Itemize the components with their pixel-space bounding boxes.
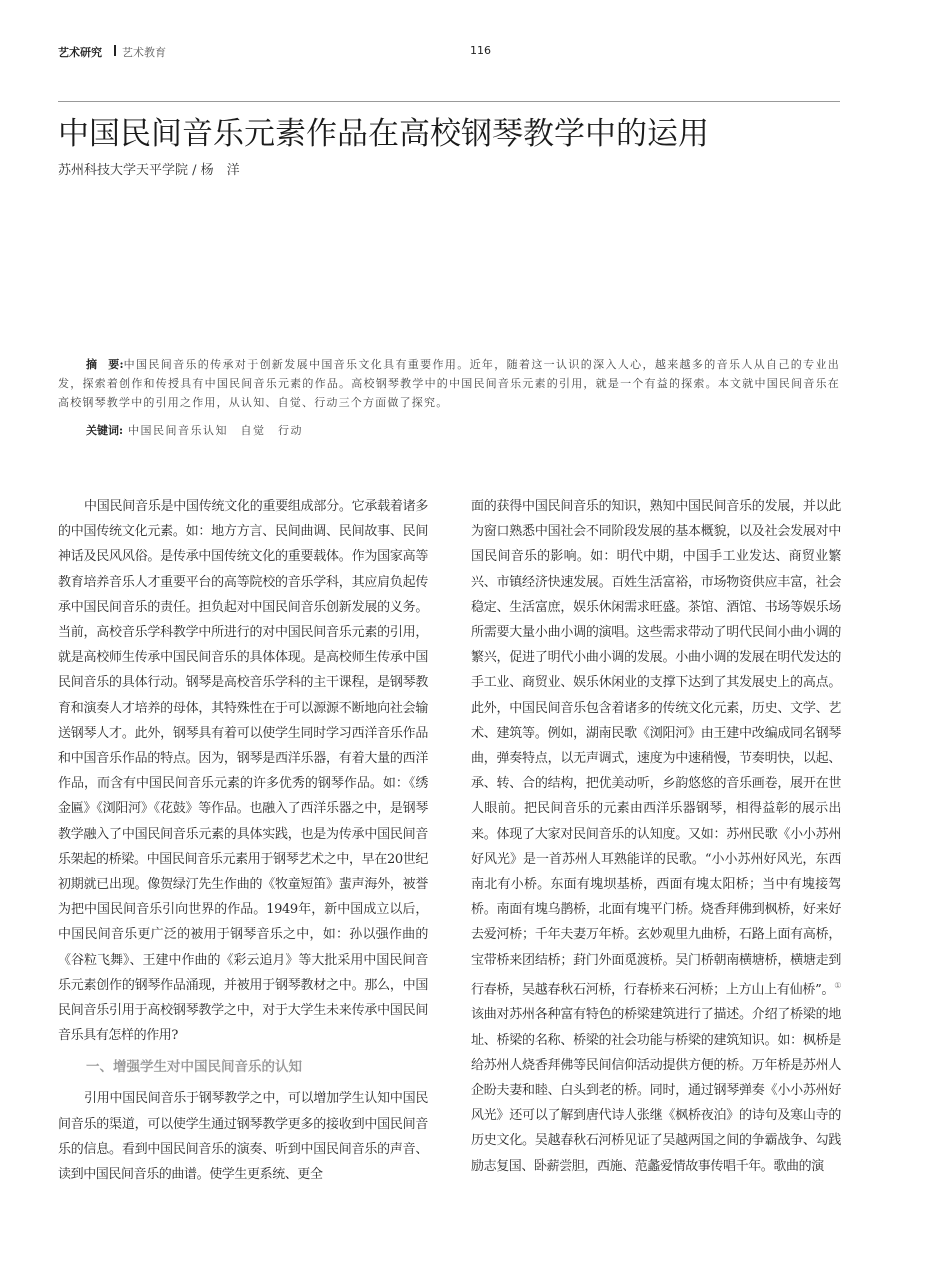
keywords — [86, 421, 846, 440]
body-paragraph: 中国民间音乐是中国传统文化的重要组成部分。它承载着诸多的中国传统文化元素。如：地方方言、民间曲调、民间故事、民间神话及民风风俗。是传承中国传统文化的重要载体。作为国家高等教育培养音乐人才重要平台的高等院校的音乐学科，其应肩负起传承中国民间音乐的责任。担负起对中国民间音乐创新发展的义务。当前，高校音乐学科教学中所进行的对中国民间音乐元素的引用，就是高校师生传承中国民间音乐的具体体现。是高校师生传承中国民间音乐的具体行动。钢琴是高校音乐学科的主干课程，是钢琴教育和演奏人才培养的母体，其特殊性在于可以源源不断地向社会输送钢琴人才。此外，钢琴具有着可以使学生同时学习西洋音乐作品和中国音乐作品的特点。因为，钢琴是西洋乐器，有着大量的西洋作品，而含有中国民间音乐元素的许多优秀的钢琴作品。如：《绣金匾》《浏阳河》《花鼓》等作品。也融入了西洋乐器之中，是钢琴教学融入了中国民间音乐元素的具体实践，也是为传承中国民间音乐架起的桥梁。中国民间音乐元素用于钢琴艺术之中，早在20世纪初期就已出现。像贺绿汀先生作曲的《牧童短笛》蜚声海外，被誉为把中国民间音乐引向世界的作品。1949年，新中国成立以后，中国民间音乐更广泛的被用于钢琴音乐之中，如：孙以强作曲的《谷粒飞舞》、王建中作曲的《彩云追月》等大批采用中国民间音乐元素创作的钢琴作品涌现，并被用于钢琴教材之中。那么，中国民间音乐引用于高校钢琴教学之中，对于大学生未来传承中国民间音乐具有怎样的作用? — [58, 499, 428, 1044]
abstract-label: 摘 要: — [86, 358, 124, 371]
body-column-left — [58, 494, 428, 1187]
body-column-right — [471, 494, 841, 1179]
keywords-text: 中国民间音乐认知 自觉 行动 — [128, 424, 304, 437]
body-text: 该曲对苏州各种富有特色的桥梁建筑进行了描述。介绍了桥梁的地址、桥梁的名称、桥梁的社会功能与桥梁的建筑知识。如：枫桥是给苏州人烧香拜佛等民间信仰活动提供方便的桥。万年桥是苏州人企盼夫妻和睦、白头到老的桥。同时，通过钢琴弹奏《小小苏州好风光》还可以了解到唐代诗人张继《枫桥夜泊》的诗句及寒山寺的历史文化。吴越春秋石河桥见证了吴越两国之间的争霸战争、勾践励志复国、卧薪尝胆，西施、范蠡爱情故事传唱千年。歌曲的演 — [471, 1007, 841, 1174]
body-paragraph — [471, 494, 841, 1179]
page-number: 116 — [470, 44, 491, 57]
journal-name: 艺术研究 — [58, 46, 102, 59]
article-title: 中国民间音乐元素作品在高校钢琴教学中的运用 — [58, 116, 709, 152]
abstract — [58, 355, 840, 412]
running-header — [58, 44, 840, 62]
body-paragraph: 引用中国民间音乐于钢琴教学之中，可以增加学生认知中国民间音乐的渠道，可以使学生通过钢琴教学更多的接收到中国民间音乐的信息。看到中国民间音乐的演奏、听到中国民间音乐的声音、读到中国民间音乐的曲谱。使学生更系统、更全 — [58, 1091, 428, 1183]
section-name: 艺术教育 — [122, 46, 166, 59]
section-heading: 一、增强学生对中国民间音乐的认知 — [86, 1059, 302, 1076]
footnote-marker: ① — [834, 980, 841, 990]
header-separator — [114, 45, 116, 56]
body-text: 面的获得中国民间音乐的知识，熟知中国民间音乐的发展，并以此为窗口熟悉中国社会不同阶段发展的基本概貌，以及社会发展对中国民间音乐的影响。如：明代中期，中国手工业发达、商贸业繁兴、市镇经济快速发展。百姓生活富裕，市场物资供应丰富，社会稳定、生活富庶，娱乐休闲需求旺盛。茶馆、酒馆、书场等娱乐场所需要大量小曲小调的演唱。这些需求带动了明代民间小曲小调的繁兴，促进了明代小曲小调的发展。小曲小调的发展在明代发达的手工业、商贸业、娱乐休闲业的支撑下达到了其发展史上的高点。此外，中国民间音乐包含着诸多的传统文化元素，历史、文学、艺术、建筑等。例如，湖南民歌《浏阳河》由王建中改编成同名钢琴曲，弹奏特点，以无声调式，速度为中速稍慢，节奏明快，以起、承、转、合的结构，把优美动听，乡韵悠悠的音乐画卷，展开在世人眼前。把民间音乐的元素由西洋乐器钢琴，相得益彰的展示出来。体现了大家对民间音乐的认知度。又如：苏州民歌《小小苏州好风光》是一首苏州人耳熟能详的民歌。“小小苏州好风光，东西南北有小桥。东面有塊坝基桥，西面有塊太阳桥；当中有塊接驾桥。南面有塊乌鹊桥，北面有塊平门桥。烧香拜佛到枫桥，好来好去爱河桥；千年夫妻万年桥。玄妙观里九曲桥，石路上面有高桥，宝带桥来团结桥；葑门外面觅渡桥。吴门桥朝南横塘桥，横塘走到行春桥，吴越春秋石河桥，行春桥来石河桥；上方山上有仙桥”。 — [471, 499, 841, 998]
author-affiliation: 苏州科技大学天平学院 / 杨 洋 — [58, 163, 240, 178]
keywords-label: 关键词: — [86, 424, 124, 437]
header-rule — [58, 101, 840, 102]
abstract-text: 中国民间音乐的传承对于创新发展中国音乐文化具有重要作用。近年，随着这一认识的深入人心，越来越多的音乐人从自己的专业出发，探索着创作和传授具有中国民间音乐元素的作品。高校钢琴教学中的中国民间音乐元素的引用，就是一个有益的探索。本文就中国民间音乐在高校钢琴教学中的引用之作用，从认知、自觉、行动三个方面做了探究。 — [58, 358, 840, 409]
